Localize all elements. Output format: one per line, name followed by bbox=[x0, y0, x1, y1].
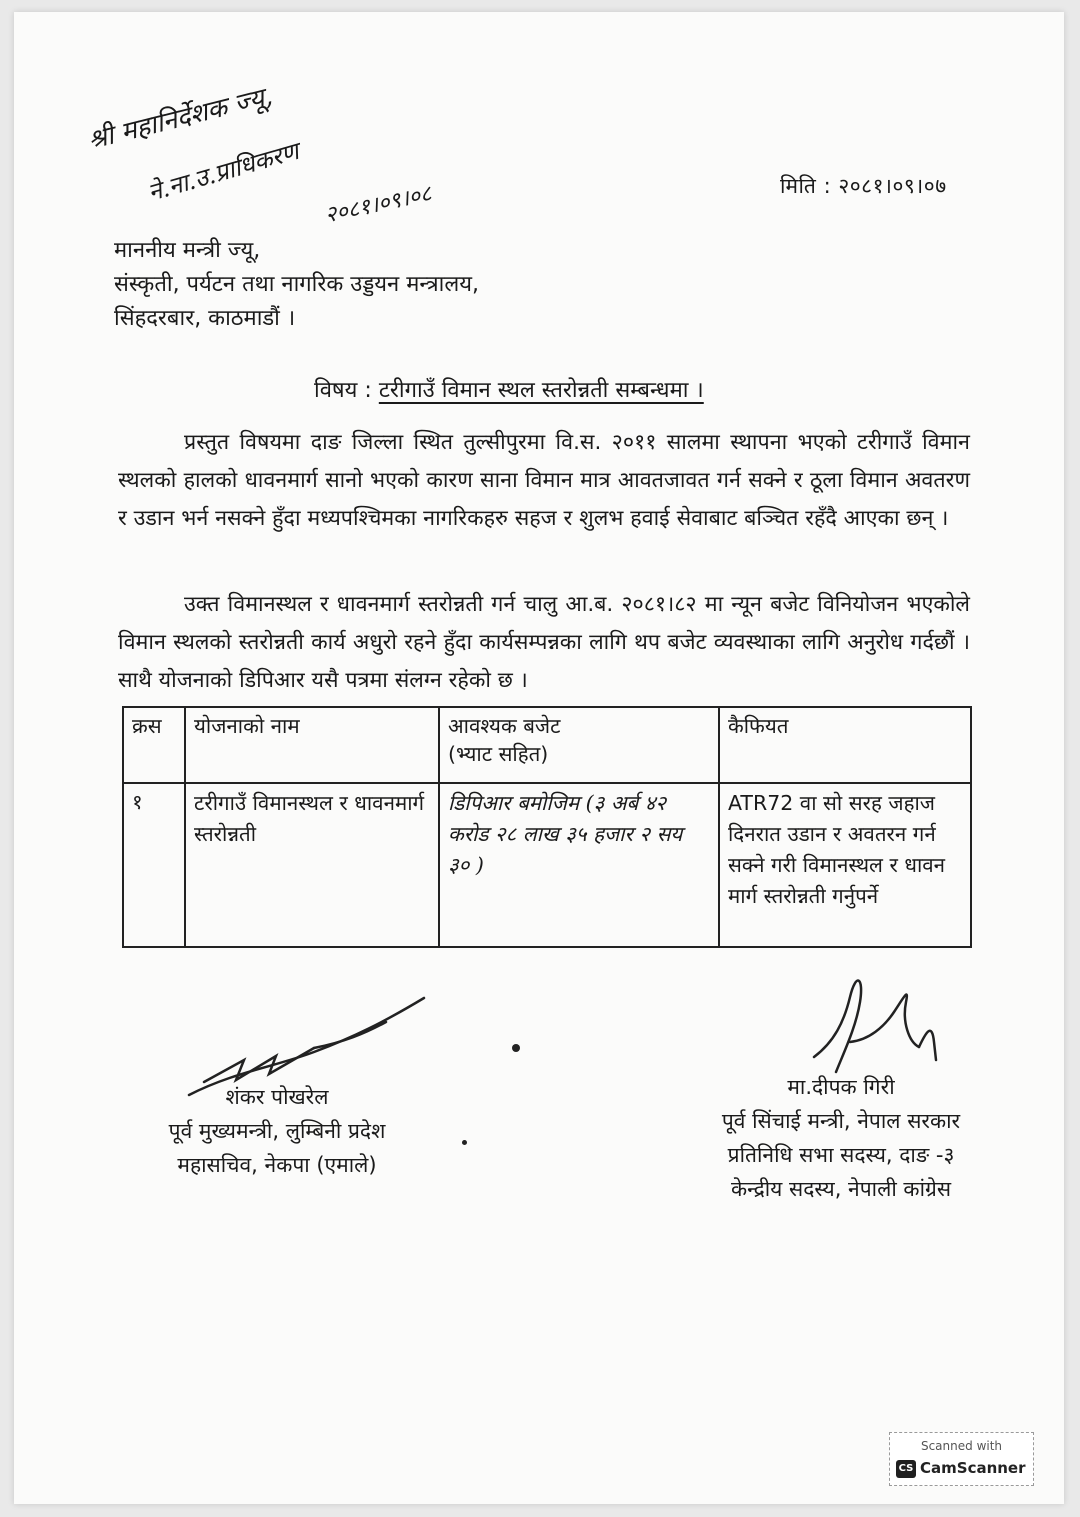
left-signatory-name: शंकर पोखरेल bbox=[225, 1085, 329, 1109]
letter-page bbox=[14, 12, 1064, 1504]
right-signatory-title3: केन्द्रीय सदस्य, नेपाली कांग्रेस bbox=[730, 1177, 952, 1201]
right-signatory-title1: पूर्व सिंचाई मन्त्री, नेपाल सरकार bbox=[721, 1109, 961, 1133]
watermark-brand: CamScanner bbox=[920, 1459, 1026, 1477]
handwritten-note-line2: ने.ना.उ.प्राधिकरण bbox=[144, 137, 302, 207]
header-plan-name: योजनाको नाम bbox=[185, 707, 439, 783]
right-signatory bbox=[686, 1070, 996, 1206]
left-signatory-title2: महासचिव, नेकपा (एमाले) bbox=[177, 1153, 377, 1177]
body-paragraph-1: प्रस्तुत विषयमा दाङ जिल्ला स्थित तुल्सीपुरमा वि.स. २०११ सालमा स्थापना भएको टरीगाउँ विमान स्थलको हालको धावनमार्ग सानो भएको कारण साना विमान मात्र आवतजावत गर्न सक्ने र ठूला विमान अवतरण र उडान भर्न नसक्ने हुँदा मध्यपश्चिमका नागरिकहरु सहज र शुलभ हवाई सेवाबाट बञ्चित रहँदै आएका छन् । bbox=[118, 430, 970, 531]
signature-marks bbox=[14, 12, 1064, 1504]
header-remarks: कैफियत bbox=[719, 707, 971, 783]
right-signature bbox=[814, 981, 936, 1072]
cell-remarks: ATR72 वा सो सरह जहाज दिनरात उडान र अवतरन गर्न सक्ने गरी विमानस्थल र धावन मार्ग स्तरोन्नती गर्नुपर्ने bbox=[719, 783, 971, 947]
handwritten-note-line1: श्री महानिर्देशक ज्यू, bbox=[85, 81, 276, 156]
watermark-caption: Scanned with bbox=[920, 1439, 1003, 1453]
cell-plan-name: टरीगाउँ विमानस्थल र धावनमार्ग स्तरोन्नती bbox=[185, 783, 439, 947]
header-budget-line1: आवश्यक बजेट bbox=[448, 714, 561, 738]
recipient-line1: माननीय मन्त्री ज्यू, bbox=[114, 238, 261, 263]
camscanner-logo-icon: CS bbox=[896, 1460, 916, 1478]
left-signatory-title1: पूर्व मुख्यमन्त्री, लुम्बिनी प्रदेश bbox=[168, 1119, 386, 1143]
ink-dot bbox=[462, 1140, 467, 1145]
handwritten-note-line3: २०८१।०९।०८ bbox=[322, 181, 434, 229]
recipient-line3: सिंहदरबार, काठमाडौं । bbox=[114, 306, 296, 331]
cell-sn: १ bbox=[123, 783, 185, 947]
letter-date: मिति : २०८१।०९।०७ bbox=[780, 174, 947, 198]
right-signatory-title2: प्रतिनिधि सभा सदस्य, दाङ -३ bbox=[727, 1143, 955, 1167]
cell-budget: डिपिआर बमोजिम (३ अर्ब ४२ करोड २८ लाख ३५ हजार २ सय ३० ) bbox=[439, 783, 719, 947]
header-sn: क्रस bbox=[123, 707, 185, 783]
right-signatory-name: मा.दीपक गिरी bbox=[787, 1075, 895, 1099]
header-budget-line2: (भ्याट सहित) bbox=[448, 742, 549, 766]
recipient-line2: संस्कृती, पर्यटन तथा नागरिक उड्डयन मन्त्रालय, bbox=[114, 272, 480, 297]
left-signatory bbox=[132, 1080, 422, 1182]
camscanner-watermark bbox=[889, 1432, 1034, 1486]
ink-dot bbox=[512, 1044, 520, 1052]
body-paragraph-2: उक्त विमानस्थल र धावनमार्ग स्तरोन्नती गर्न चालु आ.ब. २०८१।८२ मा न्यून बजेट विनियोजन भएकोले विमान स्थलको स्तरोन्नती कार्य अधुरो रहने हुँदा कार्यसम्पन्नका लागि थप बजेट व्यवस्थाका लागि अनुरोध गर्दछौं । साथै योजनाको डिपिआर यसै पत्रमा संलग्न रहेको छ । bbox=[118, 592, 970, 693]
subject-label: विषय : bbox=[314, 378, 372, 403]
subject-text: टरीगाउँ विमान स्थल स्तरोन्नती सम्बन्धमा । bbox=[378, 378, 704, 403]
